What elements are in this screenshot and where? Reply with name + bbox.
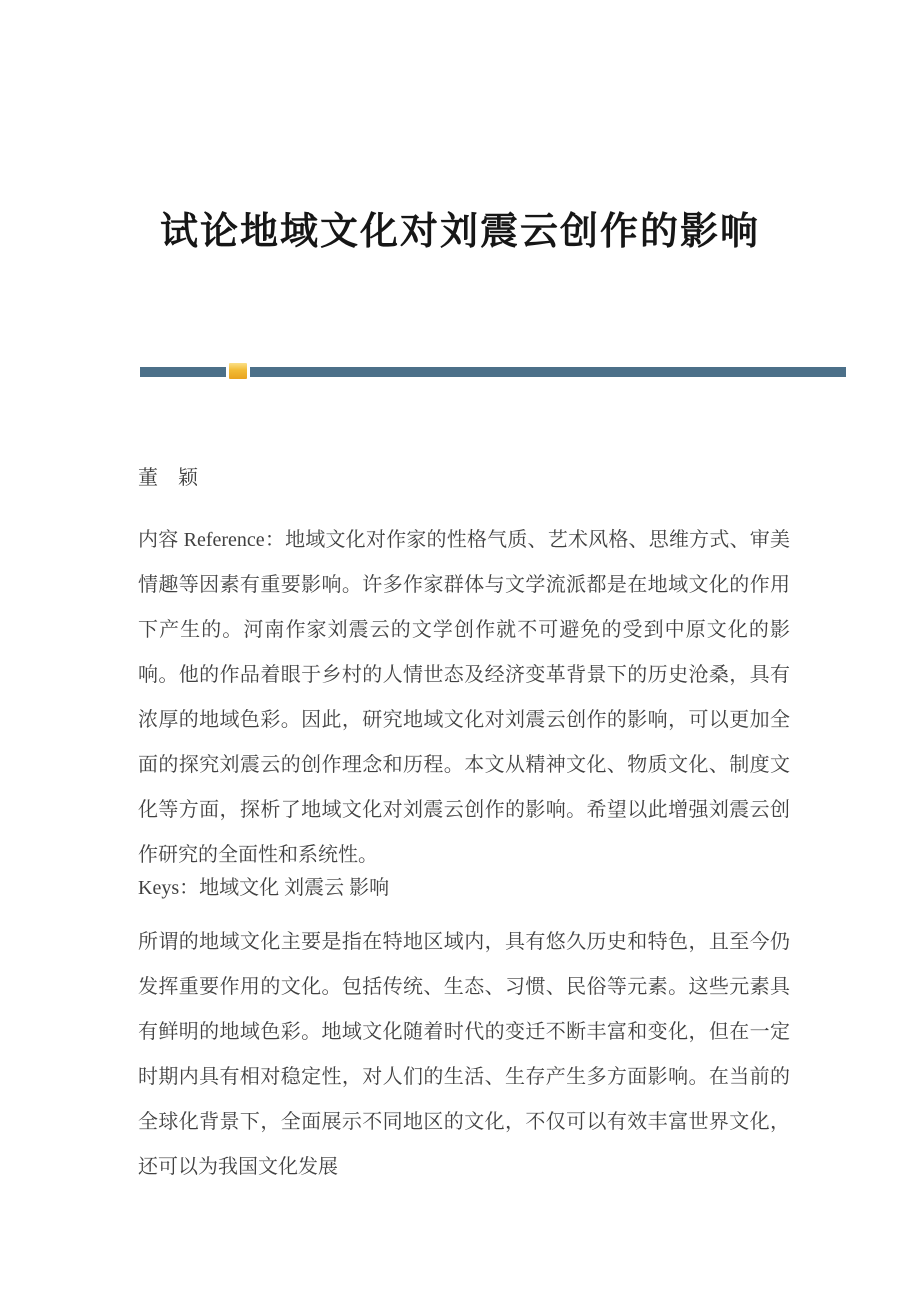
body-paragraph: 所谓的地域文化主要是指在特地区域内，具有悠久历史和特色，且至今仍发挥重要作用的文化。包括传统、生态、习惯、民俗等元素。这些元素具有鲜明的地域色彩。地域文化随着时代的变迁不断丰富和变化，但在一定时期内具有相对稳定性，对人们的生活、生存产生多方面影响。在当前的全球化背景下，全面展示不同地区的文化，不仅可以有效丰富世界文化，还可以为我国文化发展 xyxy=(138,931,790,1178)
title-divider-bar xyxy=(140,367,846,377)
abstract-paragraph: 内容 Reference：地域文化对作家的性格气质、艺术风格、思维方式、审美情趣等因素有重要影响。许多作家群体与文学流派都是在地域文化的作用下产生的。河南作家刘震云的文学创作就不可避免的受到中原文化的影响。他的作品着眼于乡村的人情世态及经济变革背景下的历史沧桑，具有浓厚的地域色彩。因此，研究地域文化对刘震云创作的影响，可以更加全面的探究刘震云的创作理念和历程。本文从精神文化、物质文化、制度文化等方面，探析了地域文化对刘震云创作的影响。希望以此增强刘震云创作研究的全面性和系统性。 xyxy=(138,529,790,866)
keywords-line: Keys：地域文化 刘震云 影响 xyxy=(138,877,390,899)
divider-marker-icon xyxy=(226,360,250,382)
author-name: 董 颖 xyxy=(138,467,198,489)
page-title: 试论地域文化对刘震云创作的影响 xyxy=(159,211,760,253)
